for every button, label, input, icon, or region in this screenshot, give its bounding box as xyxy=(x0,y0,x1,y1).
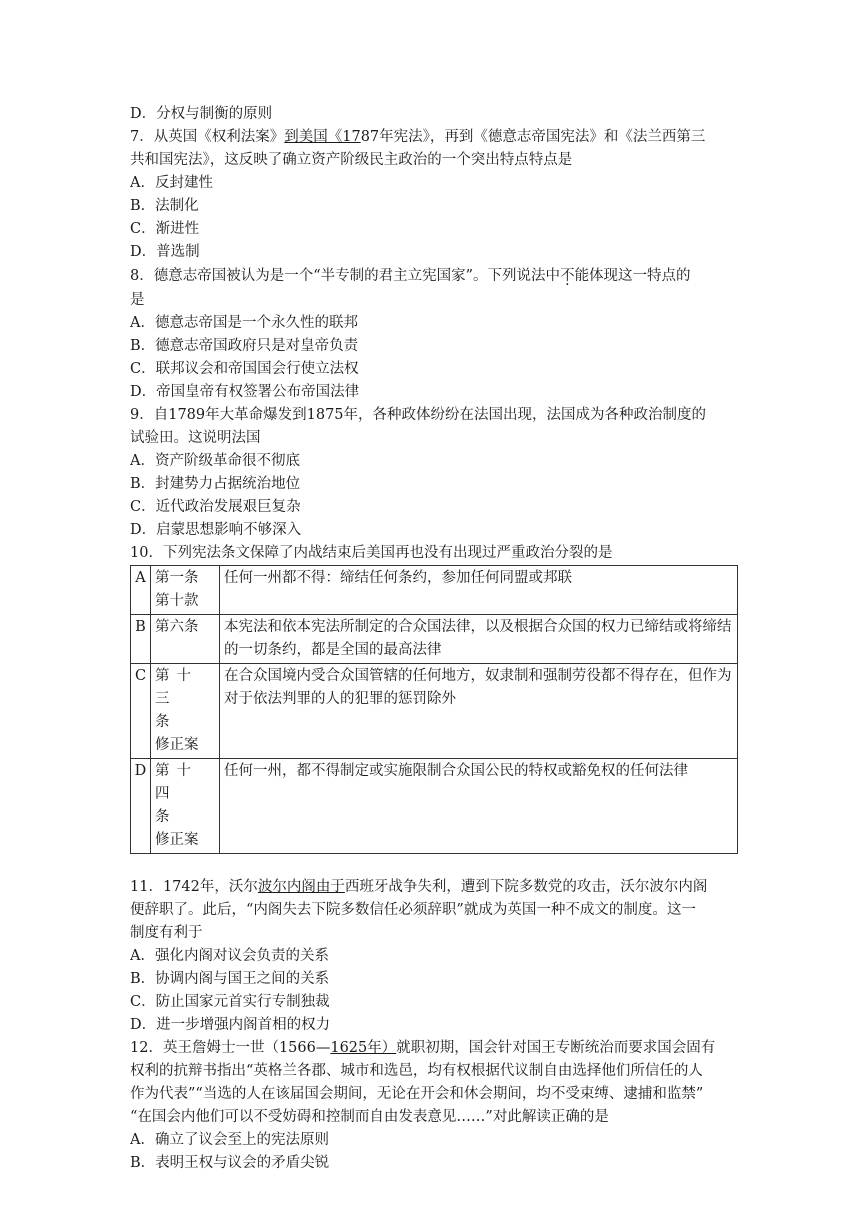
q11-stem-line3: 制度有利于 xyxy=(130,925,203,941)
q11-option-c: C．防止国家元首实行专制独裁 xyxy=(130,994,330,1010)
q11-stem-line1: 11．1742年，沃尔波尔内阁由于西班牙战争失利，遭到下院多数党的攻击，沃尔波尔内阁 xyxy=(130,879,708,895)
q8-option-c: C．联邦议会和帝国国会行使立法权 xyxy=(130,361,359,377)
question-12 xyxy=(130,1037,738,1175)
row-option-letter: A xyxy=(131,566,151,615)
question-9 xyxy=(130,404,738,542)
q8-stem-line1: 8．德意志帝国被认为是一个“半专制的君主立宪国家”。下列说法中不能体现这一特点的 xyxy=(130,268,691,284)
q7-underlined: 到美国《17 xyxy=(284,129,361,145)
q7-option-b: B．法制化 xyxy=(130,198,199,214)
row-article: 第一条 第十款 xyxy=(151,566,220,615)
row-text: 任何一州都不得：缔结任何条约，参加任何同盟或邦联 xyxy=(220,566,738,615)
question-8 xyxy=(130,264,738,404)
q9-stem-line2: 试验田。这说明法国 xyxy=(130,430,261,446)
question-11 xyxy=(130,876,738,1037)
row-option-letter: D xyxy=(131,759,151,854)
row-option-letter: C xyxy=(131,664,151,759)
table-row xyxy=(131,759,738,854)
q11-option-d: D．进一步增强内阁首相的权力 xyxy=(130,1017,331,1033)
q6-option-d: D．分权与制衡的原则 xyxy=(130,106,273,122)
q7-option-a: A．反封建性 xyxy=(130,175,213,191)
q7-option-c: C．渐进性 xyxy=(130,221,200,237)
q12-option-b: B．表明王权与议会的矛盾尖锐 xyxy=(130,1155,330,1171)
q9-stem-line1: 9．自1789年大革命爆发到1875年，各种政体纷纷在法国出现，法国成为各种政治制度的 xyxy=(130,407,707,423)
spacer xyxy=(130,854,738,876)
q10-options-table xyxy=(130,565,738,854)
row-article: 第六条 xyxy=(151,615,220,664)
q12-stem-line2: 权利的抗辩书指出“英格兰各郡、城市和选邑，均有权根据代议制自由选择他们所信任的人 xyxy=(130,1063,703,1079)
table-row xyxy=(131,566,738,615)
q8-option-a: A．德意志帝国是一个永久性的联邦 xyxy=(130,315,358,331)
q8-option-b: B．德意志帝国政府只是对皇帝负责 xyxy=(130,338,359,354)
q7-option-d: D．普选制 xyxy=(130,244,200,260)
q12-stem-line4: “在国会内他们可以不受妨碍和控制而自由发表意见……”对此解读正确的是 xyxy=(130,1109,609,1125)
q8-option-d: D．帝国皇帝有权签署公布帝国法律 xyxy=(130,384,360,400)
q9-option-c: C．近代政治发展艰巨复杂 xyxy=(130,499,301,515)
table-row xyxy=(131,664,738,759)
q8-emphasis-dot: 不 xyxy=(560,268,575,284)
table-row xyxy=(131,615,738,664)
q11-stem-line2: 便辞职了。此后，“内阁失去下院多数信任必须辞职”就成为英国一种不成文的制度。这一 xyxy=(130,902,696,918)
row-option-letter: B xyxy=(131,615,151,664)
question-7 xyxy=(130,126,738,264)
q9-option-d: D．启蒙思想影响不够深入 xyxy=(130,522,302,538)
q10-stem: 10．下列宪法条文保障了内战结束后美国再也没有出现过严重政治分裂的是 xyxy=(130,545,613,561)
exam-page xyxy=(130,103,738,1175)
q9-option-a: A．资产阶级革命很不彻底 xyxy=(130,453,300,469)
row-text: 任何一州，都不得制定或实施限制合众国公民的特权或豁免权的任何法律 xyxy=(220,759,738,854)
q11-option-a: A．强化内阁对议会负责的关系 xyxy=(130,948,329,964)
q12-option-a: A．确立了议会至上的宪法原则 xyxy=(130,1132,329,1148)
q7-stem-line2: 共和国宪法》，这反映了确立资产阶级民主政治的一个突出特点特点是 xyxy=(130,152,573,168)
q8-stem-line2: 是 xyxy=(130,292,145,308)
row-text: 在合众国境内受合众国管辖的任何地方，奴隶制和强制劳役都不得存在，但作为对于依法判罪的人的犯罪的惩罚除外 xyxy=(220,664,738,759)
row-article: 第十三 条 修正案 xyxy=(151,664,220,759)
q7-stem-line1: 7．从英国《权利法案》到美国《1787年宪法》，再到《德意志帝国宪法》和《法兰西第三 xyxy=(130,129,706,145)
row-text: 本宪法和依本宪法所制定的合众国法律，以及根据合众国的权力已缔结或将缔结的一切条约，都是全国的最高法律 xyxy=(220,615,738,664)
q11-option-b: B．协调内阁与国王之间的关系 xyxy=(130,971,330,987)
q11-underlined: 波尔内阁由于 xyxy=(257,879,345,895)
q12-stem-line3: 作为代表”“当选的人在该届国会期间，无论在开会和休会期间，均不受束缚、逮捕和监禁” xyxy=(130,1086,704,1102)
q12-stem-line1: 12．英王詹姆士一世（1566—1625年）就职初期，国会针对国王专断统治而要求国会固有 xyxy=(130,1040,716,1056)
q12-underlined: 1625年） xyxy=(330,1040,397,1056)
q9-option-b: B．封建势力占据统治地位 xyxy=(130,476,301,492)
question-10 xyxy=(130,542,738,854)
row-article: 第十四 条 修正案 xyxy=(151,759,220,854)
